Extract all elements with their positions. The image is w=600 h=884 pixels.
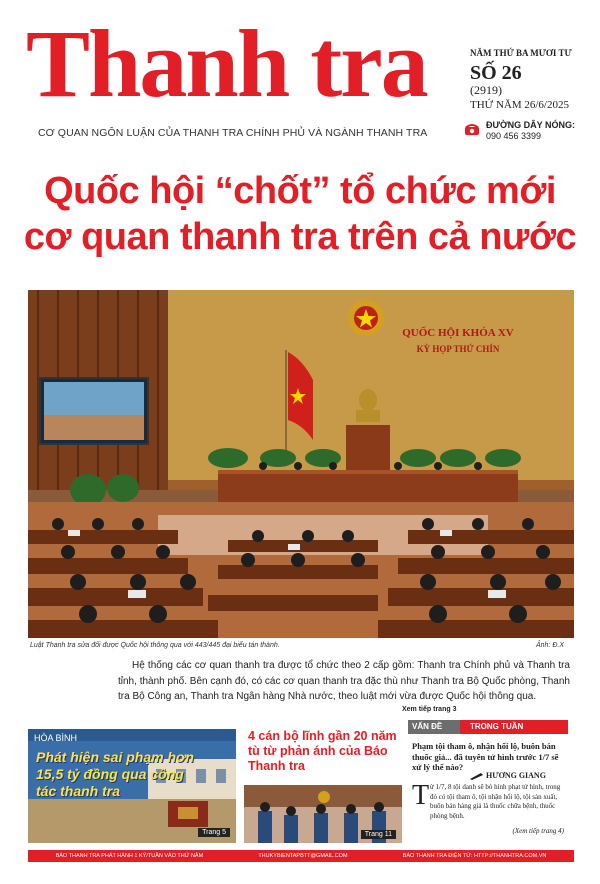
story-title: Phát hiện sai phạm hơn 15,5 tỷ đồng qua công tác thanh tra (36, 749, 194, 799)
story-page-tag: Trang 5 (198, 828, 230, 837)
column-tag-2: TRONG TUẦN (460, 720, 568, 734)
hotline (464, 120, 594, 146)
masthead (0, 0, 600, 150)
banner-line-1: QUỐC HỘI KHÓA XV (402, 327, 514, 339)
hotline-label: ĐƯỜNG DÂY NÓNG: (486, 120, 575, 130)
story-hoa-binh[interactable] (28, 729, 236, 843)
newspaper-logo: Thanh tra (26, 10, 427, 117)
footer-email[interactable]: THUKYBIENTAPBTT@GMAIL.COM (258, 853, 348, 859)
main-headline[interactable] (0, 168, 600, 260)
column-body: ừ 1/7, 8 tội danh sẽ bỏ hình phạt tử hình, trong đó có tội tham ô, tội nhận hối lộ, tội sản xuất, buôn bán hàng giả là thuốc chữa bệnh, thuốc phòng bệnh. (430, 783, 561, 820)
hotline-number: 090 456 3399 (486, 131, 542, 141)
issue-date: THỨ NĂM 26/6/2025 (470, 99, 569, 111)
photo-caption: Luật Thanh tra sửa đổi được Quốc hội thông qua với 443/445 đại biểu tán thành. (30, 642, 280, 649)
footer-strip (28, 850, 574, 862)
issue-info (470, 48, 588, 111)
footer-website[interactable]: BÁO THANH TRA ĐIỆN TỬ: HTTP://THANHTRA.COM.VN (402, 853, 547, 859)
story-region-label: HÒA BÌNH (34, 733, 78, 743)
story-title: 4 cán bộ lĩnh gần 20 năm tù từ phản ánh của Báo Thanh tra (248, 729, 397, 773)
pen-icon (470, 772, 484, 780)
headline-line-1: Quốc hội “chốt” tổ chức mới (44, 170, 556, 212)
column-author (470, 771, 566, 781)
column-header (408, 720, 568, 734)
drop-cap: T (412, 780, 430, 811)
headline-line-2: cơ quan thanh tra trên cả nước (23, 216, 577, 258)
bottom-stories (0, 720, 600, 850)
column-tag-1: VẤN ĐỀ (412, 722, 443, 731)
lead-paragraph: Hệ thống các cơ quan thanh tra được tổ chức theo 2 cấp gồm: Thanh tra Chính phủ và Thanh tra tỉnh, thành phố. Bên cạnh đó, có các cơ quan thanh tra đặc thù như Thanh tra Bộ Quốc phòng, Thanh tra Bộ Công an, Thanh tra Ngân hàng Nhà nước, theo luật mới vừa được Quốc hội thông qua. (118, 660, 570, 702)
assembly-hall-illustration (28, 290, 574, 638)
tagline: CƠ QUAN NGÔN LUẬN CỦA THANH TRA CHÍNH PHỦ VÀ NGÀNH THANH TRA (38, 127, 428, 139)
continued-link[interactable]: Xem tiếp trang 3 (402, 706, 457, 713)
issue-serial: (2919) (470, 83, 502, 97)
column-title: Phạm tội tham ô, nhận hối lộ, buôn bán thuốc giả... đã tuyên tử hình trước 1/7 sẽ xử lý thế nào? (412, 741, 559, 772)
column-continued-link[interactable]: (Xem tiếp trang 4) (512, 827, 564, 835)
main-photo[interactable] (28, 290, 574, 638)
photo-credit: Ảnh: Đ.X (535, 642, 564, 649)
phone-icon (464, 122, 480, 136)
footer-publishing-info: BÁO THANH TRA PHÁT HÀNH 1 KỲ/TUẦN VÀO THỨ NĂM (55, 853, 204, 859)
issue-year-label: NĂM THỨ BA MƯƠI TƯ (470, 48, 572, 58)
author-name: HƯƠNG GIANG (486, 771, 546, 780)
story-4-can-bo[interactable] (244, 729, 402, 843)
banner-line-2: KỲ HỌP THỨ CHÍN (416, 344, 500, 354)
story-page-tag: Trang 11 (361, 830, 396, 839)
issue-number: SỐ 26 (470, 62, 522, 84)
column-van-de-trong-tuan[interactable] (408, 720, 568, 844)
